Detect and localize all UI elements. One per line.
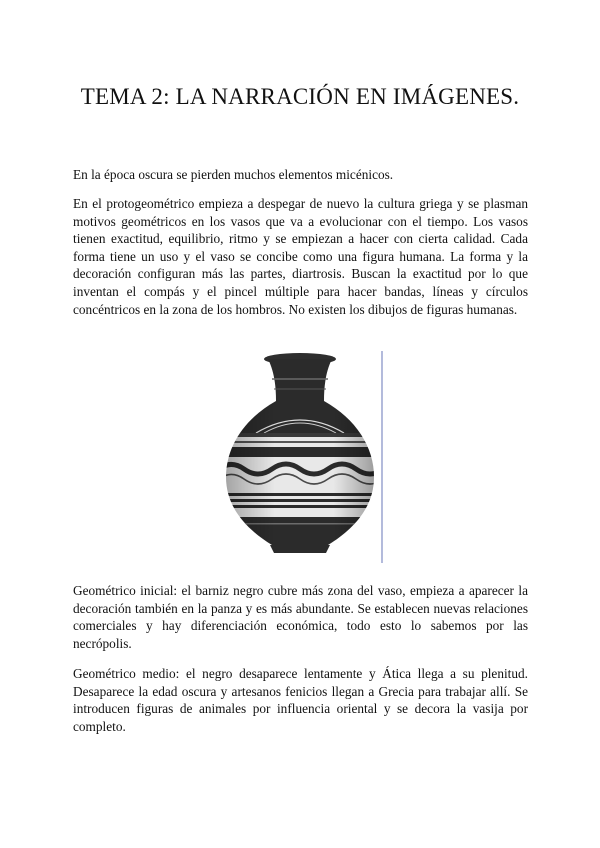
paragraph-protogeometric: En el protogeométrico empieza a despegar de nuevo la cultura griega y se plasman motivos geométricos en los vasos que va a evolucionar con el tiempo. Los vasos tienen exactitud, equilibrio, ritmo y se empiezan a hacer con cierta calidad. Cada forma tiene un uso y el vaso se concibe como una figura humana. La forma y la decoración configuran más las partes, diartrosis. Buscan la exactitud por lo que inventan el compás y el pincel múltiple para hacer bandas, líneas y círculos concéntricos en la zona de los hombros. No existen los dibujos de figuras humanas.	[73, 196, 528, 317]
vase-image	[216, 349, 384, 567]
page-title: TEMA 2: LA NARRACIÓN EN IMÁGENES.	[80, 84, 520, 109]
vase-base	[270, 545, 330, 553]
paragraph-intro: En la época oscura se pierden muchos elementos micénicos.	[73, 167, 394, 182]
paragraph-middle-geometric: Geométrico medio: el negro desaparece lentamente y Ática llega a su plenitud. Desaparece la edad oscura y artesanos fenicios llegan a Grecia para trabajar allí. Se introducen figuras de animales por influencia oriental y se decora la vasija por completo.	[73, 666, 528, 734]
vase-illustration	[216, 349, 384, 567]
paragraph-early-geometric: Geométrico inicial: el barniz negro cubre más zona del vaso, empieza a aparecer la decoración también en la panza y es más abundante. Se establecen nuevas relaciones comerciales y hay diferenciación económica, todo esto lo sabemos por las necrópolis.	[73, 583, 528, 651]
vase-neck	[268, 359, 332, 401]
